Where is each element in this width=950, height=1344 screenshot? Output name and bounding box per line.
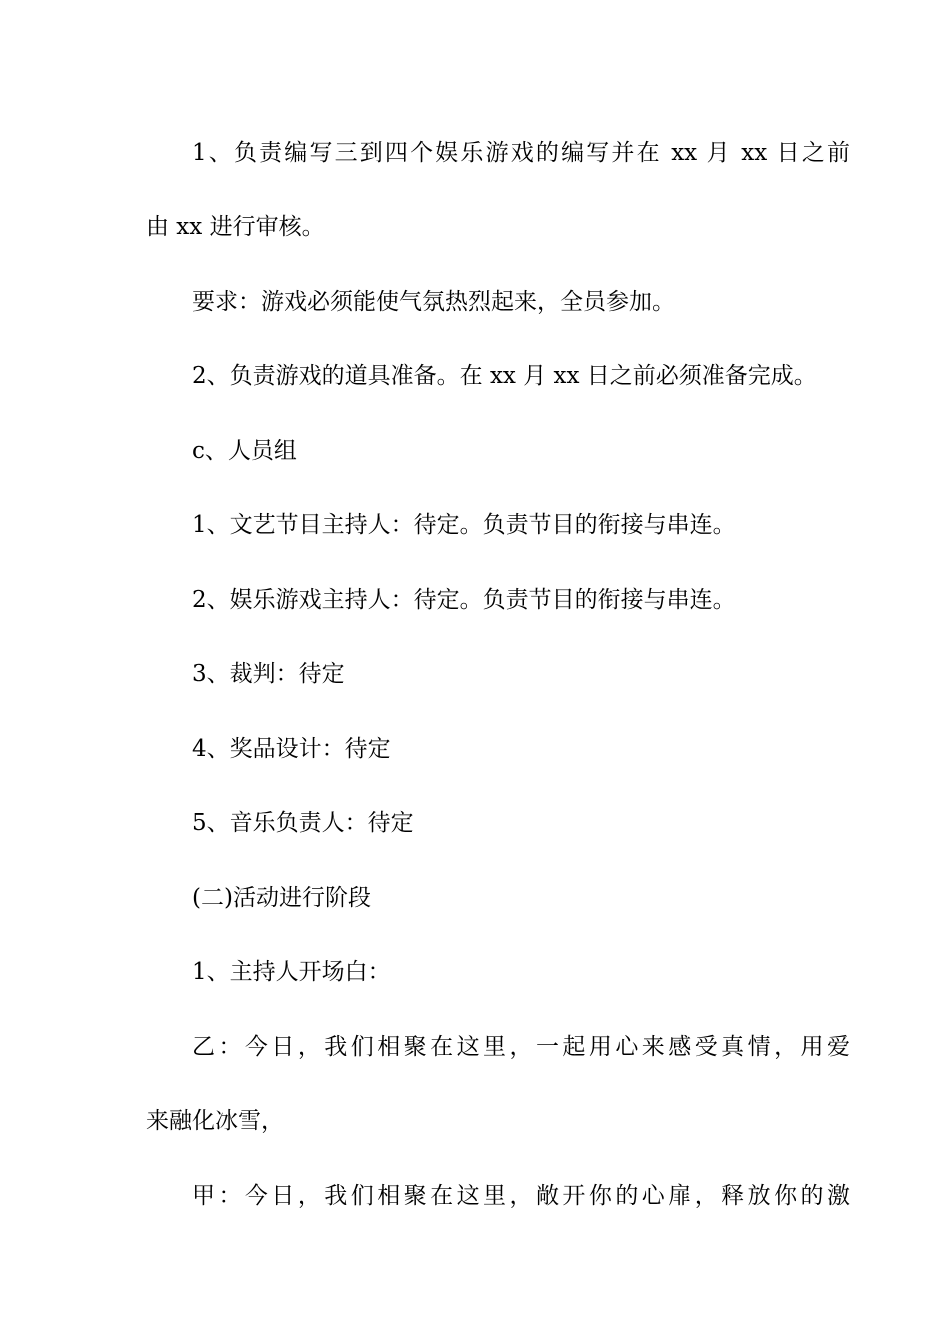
paragraph-line: 1、负责编写三到四个娱乐游戏的编写并在 xx 月 xx 日之前 — [192, 140, 850, 166]
section-heading: (二)活动进行阶段 — [192, 885, 371, 911]
paragraph-line: 乙：今日，我们相聚在这里，一起用心来感受真情，用爱 — [192, 1034, 850, 1060]
paragraph-line: 甲：今日，我们相聚在这里，敞开你的心扉，释放你的激 — [192, 1183, 850, 1209]
list-item: 1、文艺节目主持人：待定。负责节目的衔接与串连。 — [192, 512, 736, 538]
paragraph-line: 要求：游戏必须能使气氛热烈起来，全员参加。 — [192, 289, 675, 315]
list-item: 3、裁判：待定 — [192, 661, 345, 687]
list-item: 2、娱乐游戏主持人：待定。负责节目的衔接与串连。 — [192, 587, 736, 613]
paragraph-line: 2、负责游戏的道具准备。在 xx 月 xx 日之前必须准备完成。 — [192, 363, 817, 389]
list-item: 1、主持人开场白： — [192, 959, 391, 985]
section-heading: c、人员组 — [192, 438, 297, 464]
list-item: 4、奖品设计：待定 — [192, 736, 391, 762]
list-item: 5、音乐负责人：待定 — [192, 810, 414, 836]
paragraph-line: 由 xx 进行审核。 — [146, 214, 325, 240]
paragraph-line: 来融化冰雪， — [146, 1108, 284, 1134]
